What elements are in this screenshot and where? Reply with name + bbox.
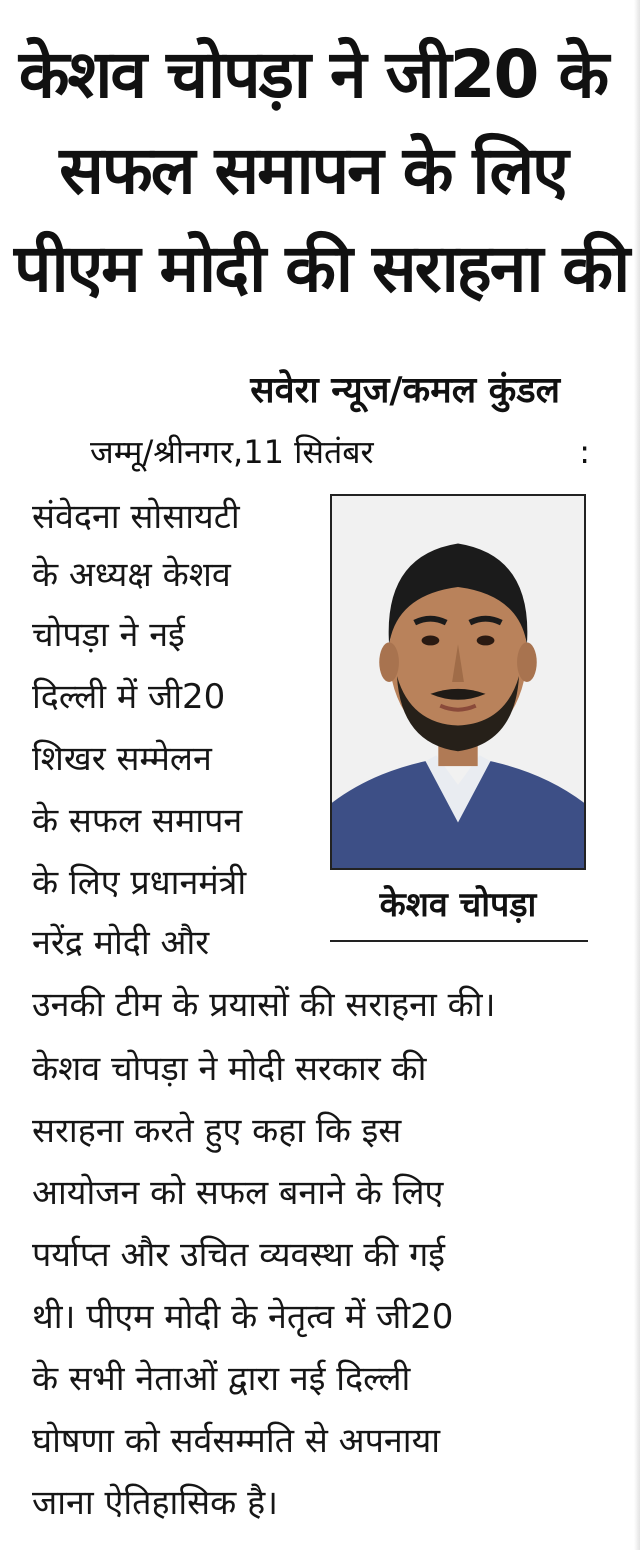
body-line-15: के सभी नेताओं द्वारा नई दिल्ली (32, 1359, 411, 1399)
body-line-11: सराहना करते हुए कहा कि इस (32, 1111, 402, 1151)
body-line-6: के सफल समापन (32, 801, 243, 841)
body-line-1: संवेदना सोसायटी (32, 497, 240, 537)
headline-line-2: सफल समापन के लिए (59, 132, 567, 209)
body-line-3: चोपड़ा ने नई (32, 615, 185, 655)
headline-line-3: पीएम मोदी की सराहना की (14, 230, 629, 307)
dateline (90, 428, 590, 476)
body-line-9: उनकी टीम के प्रयासों की सराहना की। (32, 985, 496, 1025)
body-line-8: नरेंद्र मोदी और (32, 923, 210, 963)
body-line-10: केशव चोपड़ा ने मोदी सरकार की (32, 1049, 427, 1089)
body-line-4: दिल्ली में जी20 (32, 677, 226, 717)
caption-rule (330, 940, 588, 942)
dateline-separator: : (579, 433, 590, 471)
page-edge-shadow (634, 0, 640, 1550)
body-line-14: थी। पीएम मोदी के नेतृत्व में जी20 (32, 1297, 454, 1337)
dateline-place-date: जम्मू/श्रीनगर,11 सितंबर (90, 433, 374, 471)
portrait-photo (330, 494, 586, 870)
body-line-7: के लिए प्रधानमंत्री (32, 863, 247, 903)
portrait-illustration (332, 496, 584, 868)
body-line-17: जाना ऐतिहासिक है। (32, 1483, 279, 1523)
body-line-5: शिखर सम्मेलन (32, 739, 212, 779)
byline: सवेरा न्यूज/कमल कुंडल (250, 370, 560, 411)
body-line-16: घोषणा को सर्वसम्मति से अपनाया (32, 1421, 441, 1461)
photo-caption: केशव चोपड़ा (379, 885, 537, 925)
headline-line-1: केशव चोपड़ा ने जी20 के (18, 36, 608, 113)
body-line-12: आयोजन को सफल बनाने के लिए (32, 1173, 444, 1213)
body-line-2: के अध्यक्ष केशव (32, 555, 231, 595)
body-line-13: पर्याप्त और उचित व्यवस्था की गई (32, 1235, 445, 1275)
